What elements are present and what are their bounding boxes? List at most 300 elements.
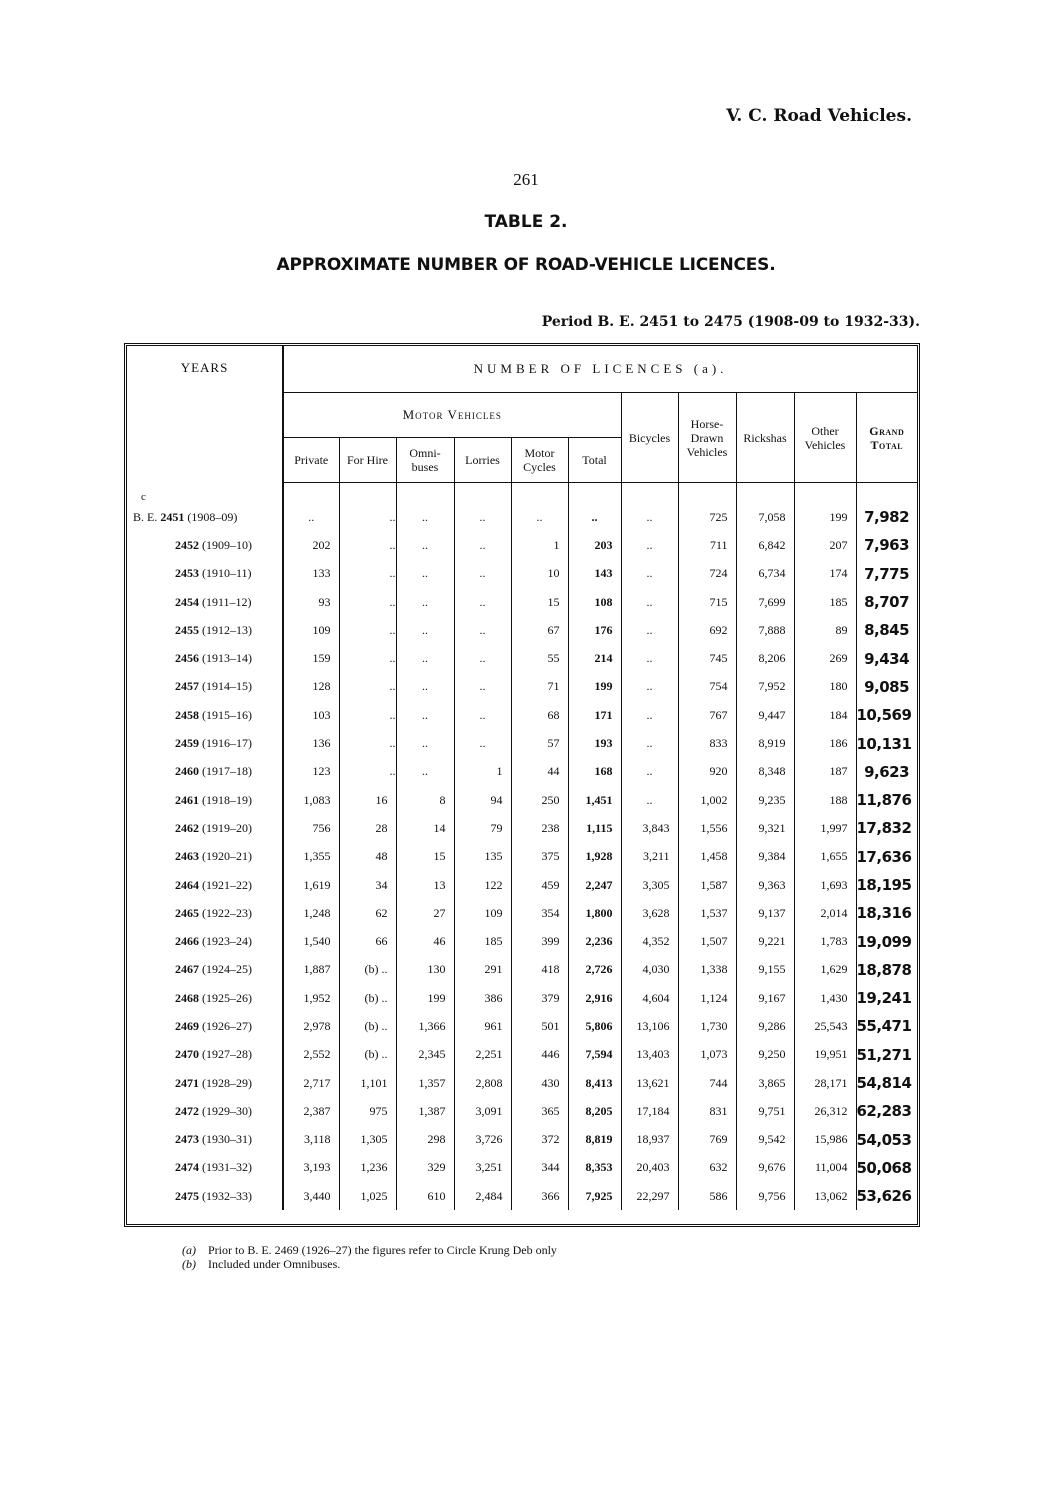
cell-grand-total: 7,963 [856, 531, 917, 559]
cell-omnibuses: 2,345 [396, 1041, 454, 1069]
year-be: 2468 [175, 990, 199, 1005]
cell-omnibuses: 1,387 [396, 1097, 454, 1125]
cell-private: 2,387 [283, 1097, 339, 1125]
table-row [127, 1182, 917, 1210]
cell-private: .. [283, 503, 339, 531]
cell-for-hire: 975 [339, 1097, 396, 1125]
cell-rickshas: 9,447 [736, 701, 794, 729]
cell-horse-drawn: 1,458 [678, 843, 736, 871]
cell-other-vehicles: 25,543 [794, 1012, 856, 1040]
cell-other-vehicles: 186 [794, 729, 856, 757]
motor-vehicles-header: Motor Vehicles [283, 393, 621, 438]
year-be: 2467 [175, 962, 199, 977]
cell-year [127, 786, 283, 814]
cell-total: 203 [568, 531, 621, 559]
cell-motor-cycles: 459 [511, 871, 568, 899]
cell-bicycles: 3,628 [621, 899, 678, 927]
year-be: 2454 [175, 594, 199, 609]
year-be: 2471 [175, 1075, 199, 1090]
cell-grand-total: 55,471 [856, 1012, 917, 1040]
cell-grand-total: 7,982 [856, 503, 917, 531]
cell-lorries: 386 [454, 984, 511, 1012]
col-bicycles: Bicycles [621, 393, 678, 483]
cell-lorries: .. [454, 701, 511, 729]
cell-omnibuses: 15 [396, 843, 454, 871]
cell-rickshas: 8,919 [736, 729, 794, 757]
cell-grand-total: 53,626 [856, 1182, 917, 1210]
cell-private: 159 [283, 644, 339, 672]
cell-rickshas: 9,221 [736, 927, 794, 955]
cell-rickshas: 9,384 [736, 843, 794, 871]
cell-bicycles: .. [621, 644, 678, 672]
cell-other-vehicles: 1,783 [794, 927, 856, 955]
cell-motor-cycles: 10 [511, 560, 568, 588]
cell-year [127, 1012, 283, 1040]
section-header: V. C. Road Vehicles. [726, 106, 912, 126]
cell-total: 1,451 [568, 786, 621, 814]
cell-bicycles: .. [621, 588, 678, 616]
cell-horse-drawn: 831 [678, 1097, 736, 1125]
col-rickshas: Rickshas [736, 393, 794, 483]
cell-year [127, 616, 283, 644]
cell-total: 1,115 [568, 814, 621, 842]
cell-other-vehicles: 180 [794, 673, 856, 701]
cell-horse-drawn: 767 [678, 701, 736, 729]
cell-motor-cycles: 501 [511, 1012, 568, 1040]
cell-horse-drawn: 1,338 [678, 956, 736, 984]
cell-total: 214 [568, 644, 621, 672]
cell-total: 8,413 [568, 1069, 621, 1097]
cell-omnibuses: .. [396, 701, 454, 729]
year-be: 2452 [175, 537, 199, 552]
footnote-mark: (a) [182, 1243, 196, 1257]
cell-rickshas: 7,952 [736, 673, 794, 701]
cell-for-hire: 1,305 [339, 1126, 396, 1154]
table-number: TABLE 2. [484, 212, 568, 232]
cell-horse-drawn: 1,073 [678, 1041, 736, 1069]
table-row [127, 644, 917, 672]
cell-omnibuses: 13 [396, 871, 454, 899]
cell-other-vehicles: 26,312 [794, 1097, 856, 1125]
cell-bicycles: 3,843 [621, 814, 678, 842]
year-period: (1909–10) [202, 537, 252, 552]
cell-for-hire: .. [339, 531, 396, 559]
cell-total: 199 [568, 673, 621, 701]
cell-horse-drawn: 586 [678, 1182, 736, 1210]
cell-omnibuses: .. [396, 588, 454, 616]
year-period: (1929–30) [202, 1103, 252, 1118]
cell-for-hire: .. [339, 560, 396, 588]
cell-horse-drawn: 1,587 [678, 871, 736, 899]
cell-lorries: 2,251 [454, 1041, 511, 1069]
cell-other-vehicles: 19,951 [794, 1041, 856, 1069]
year-period: (1923–24) [202, 934, 252, 949]
cell-rickshas: 7,888 [736, 616, 794, 644]
cell-omnibuses: .. [396, 616, 454, 644]
table-row [127, 1012, 917, 1040]
cell-lorries: .. [454, 673, 511, 701]
year-period: (1913–14) [202, 651, 252, 666]
cell-rickshas: 9,286 [736, 1012, 794, 1040]
cell-bicycles: 18,937 [621, 1126, 678, 1154]
cell-rickshas: 7,058 [736, 503, 794, 531]
cell-lorries: 185 [454, 927, 511, 955]
cell-private: 1,355 [283, 843, 339, 871]
table-row [127, 1154, 917, 1182]
cell-other-vehicles: 184 [794, 701, 856, 729]
cell-omnibuses: .. [396, 758, 454, 786]
cell-horse-drawn: 1,556 [678, 814, 736, 842]
cell-bicycles: 20,403 [621, 1154, 678, 1182]
cell-private: 1,619 [283, 871, 339, 899]
year-be: 2459 [175, 736, 199, 751]
cell-horse-drawn: 725 [678, 503, 736, 531]
table-row [127, 758, 917, 786]
cell-horse-drawn: 920 [678, 758, 736, 786]
year-be: 2472 [175, 1103, 199, 1118]
cell-grand-total: 9,085 [856, 673, 917, 701]
year-period: (1914–15) [202, 679, 252, 694]
table-row [127, 616, 917, 644]
table-row [127, 1097, 917, 1125]
cell-rickshas: 9,751 [736, 1097, 794, 1125]
cell-total: 143 [568, 560, 621, 588]
cell-motor-cycles: 68 [511, 701, 568, 729]
table-row [127, 927, 917, 955]
year-period: (1915–16) [202, 707, 252, 722]
cell-bicycles: 13,106 [621, 1012, 678, 1040]
cell-private: 136 [283, 729, 339, 757]
year-period: (1910–11) [202, 566, 252, 581]
cell-motor-cycles: 67 [511, 616, 568, 644]
cell-other-vehicles: 185 [794, 588, 856, 616]
cell-private: 3,193 [283, 1154, 339, 1182]
stray-mark: c [141, 491, 146, 503]
footnote-mark: (b) [182, 1257, 196, 1271]
footnote-a [182, 1243, 557, 1257]
cell-horse-drawn: 745 [678, 644, 736, 672]
cell-for-hire: 16 [339, 786, 396, 814]
cell-year [127, 899, 283, 927]
cell-omnibuses: 610 [396, 1182, 454, 1210]
cell-bicycles: 4,030 [621, 956, 678, 984]
cell-omnibuses: 14 [396, 814, 454, 842]
cell-motor-cycles: 250 [511, 786, 568, 814]
cell-private: 103 [283, 701, 339, 729]
footnote-b [182, 1257, 557, 1271]
cell-bicycles: 3,305 [621, 871, 678, 899]
cell-private: 109 [283, 616, 339, 644]
cell-private: 93 [283, 588, 339, 616]
cell-other-vehicles: 2,014 [794, 899, 856, 927]
cell-other-vehicles: 1,655 [794, 843, 856, 871]
cell-total: 1,928 [568, 843, 621, 871]
table-row [127, 701, 917, 729]
cell-grand-total: 17,636 [856, 843, 917, 871]
cell-lorries: .. [454, 644, 511, 672]
footnote-text: Included under Omnibuses. [208, 1257, 341, 1271]
cell-lorries: .. [454, 503, 511, 531]
cell-omnibuses: 329 [396, 1154, 454, 1182]
cell-total: 171 [568, 701, 621, 729]
cell-year [127, 1154, 283, 1182]
cell-omnibuses: 298 [396, 1126, 454, 1154]
cell-rickshas: 9,676 [736, 1154, 794, 1182]
cell-motor-cycles: 344 [511, 1154, 568, 1182]
cell-motor-cycles: 446 [511, 1041, 568, 1069]
cell-lorries: .. [454, 616, 511, 644]
table-row [127, 956, 917, 984]
cell-rickshas: 9,235 [736, 786, 794, 814]
cell-private: 1,540 [283, 927, 339, 955]
cell-horse-drawn: 632 [678, 1154, 736, 1182]
cell-grand-total: 54,814 [856, 1069, 917, 1097]
col-motor-cycles: Motor Cycles [511, 438, 568, 483]
year-be: 2474 [175, 1160, 199, 1175]
table-body [127, 503, 917, 1210]
year-period: (1912–13) [202, 622, 252, 637]
cell-for-hire: .. [339, 644, 396, 672]
year-period: (1927–28) [202, 1047, 252, 1062]
table-row [127, 503, 917, 531]
cell-total: 193 [568, 729, 621, 757]
cell-for-hire: 1,236 [339, 1154, 396, 1182]
cell-private: 2,978 [283, 1012, 339, 1040]
cell-for-hire: .. [339, 616, 396, 644]
cell-omnibuses: 130 [396, 956, 454, 984]
table-title: APPROXIMATE NUMBER OF ROAD-VEHICLE LICENCES. [276, 255, 776, 275]
cell-for-hire: (b) .. [339, 1012, 396, 1040]
cell-bicycles: .. [621, 503, 678, 531]
cell-for-hire: (b) .. [339, 984, 396, 1012]
cell-total: 5,806 [568, 1012, 621, 1040]
cell-motor-cycles: .. [511, 503, 568, 531]
cell-horse-drawn: 1,537 [678, 899, 736, 927]
cell-grand-total: 19,099 [856, 927, 917, 955]
cell-bicycles: 3,211 [621, 843, 678, 871]
cell-bicycles: .. [621, 729, 678, 757]
cell-for-hire: .. [339, 729, 396, 757]
year-be: 2464 [175, 877, 199, 892]
cell-for-hire: 28 [339, 814, 396, 842]
cell-horse-drawn: 754 [678, 673, 736, 701]
year-be: 2455 [175, 622, 199, 637]
cell-horse-drawn: 711 [678, 531, 736, 559]
cell-horse-drawn: 1,002 [678, 786, 736, 814]
cell-lorries: .. [454, 588, 511, 616]
cell-bicycles: 13,621 [621, 1069, 678, 1097]
cell-omnibuses: .. [396, 644, 454, 672]
cell-motor-cycles: 71 [511, 673, 568, 701]
cell-grand-total: 9,623 [856, 758, 917, 786]
cell-lorries: 1 [454, 758, 511, 786]
cell-for-hire: 48 [339, 843, 396, 871]
cell-grand-total: 8,845 [856, 616, 917, 644]
cell-for-hire: 1,101 [339, 1069, 396, 1097]
cell-rickshas: 8,206 [736, 644, 794, 672]
cell-horse-drawn: 724 [678, 560, 736, 588]
cell-other-vehicles: 89 [794, 616, 856, 644]
cell-for-hire: (b) .. [339, 1041, 396, 1069]
cell-total: 108 [568, 588, 621, 616]
cell-total: 7,594 [568, 1041, 621, 1069]
cell-motor-cycles: 15 [511, 588, 568, 616]
cell-omnibuses: .. [396, 673, 454, 701]
cell-bicycles: 4,604 [621, 984, 678, 1012]
cell-lorries: 79 [454, 814, 511, 842]
cell-total: 168 [568, 758, 621, 786]
cell-other-vehicles: 1,629 [794, 956, 856, 984]
cell-motor-cycles: 430 [511, 1069, 568, 1097]
cell-private: 3,118 [283, 1126, 339, 1154]
cell-for-hire: .. [339, 758, 396, 786]
cell-other-vehicles: 207 [794, 531, 856, 559]
cell-rickshas: 9,542 [736, 1126, 794, 1154]
table-row [127, 984, 917, 1012]
cell-other-vehicles: 13,062 [794, 1182, 856, 1210]
cell-other-vehicles: 187 [794, 758, 856, 786]
year-be: 2470 [175, 1047, 199, 1062]
cell-year [127, 1097, 283, 1125]
cell-grand-total: 17,832 [856, 814, 917, 842]
cell-bicycles: .. [621, 560, 678, 588]
cell-year [127, 1182, 283, 1210]
cell-bicycles: .. [621, 673, 678, 701]
cell-private: 3,440 [283, 1182, 339, 1210]
cell-rickshas: 6,734 [736, 560, 794, 588]
cell-year [127, 701, 283, 729]
cell-motor-cycles: 354 [511, 899, 568, 927]
cell-other-vehicles: 199 [794, 503, 856, 531]
cell-bicycles: .. [621, 701, 678, 729]
cell-other-vehicles: 188 [794, 786, 856, 814]
cell-total: 2,916 [568, 984, 621, 1012]
cell-omnibuses: .. [396, 560, 454, 588]
col-horse-drawn: Horse- Drawn Vehicles [678, 393, 736, 483]
cell-grand-total: 62,283 [856, 1097, 917, 1125]
cell-lorries: 2,484 [454, 1182, 511, 1210]
cell-grand-total: 9,434 [856, 644, 917, 672]
cell-horse-drawn: 744 [678, 1069, 736, 1097]
cell-private: 123 [283, 758, 339, 786]
cell-grand-total: 51,271 [856, 1041, 917, 1069]
cell-for-hire: .. [339, 701, 396, 729]
cell-total: 1,800 [568, 899, 621, 927]
footnote-text: Prior to B. E. 2469 (1926–27) the figures refer to Circle Krung Deb only [208, 1243, 557, 1257]
cell-omnibuses: 1,366 [396, 1012, 454, 1040]
year-period: (1911–12) [202, 594, 252, 609]
cell-year [127, 1069, 283, 1097]
cell-omnibuses: 1,357 [396, 1069, 454, 1097]
year-be: 2465 [175, 905, 199, 920]
cell-year [127, 814, 283, 842]
cell-omnibuses: .. [396, 503, 454, 531]
cell-year [127, 984, 283, 1012]
cell-motor-cycles: 238 [511, 814, 568, 842]
cell-omnibuses: 27 [396, 899, 454, 927]
year-be: 2466 [175, 934, 199, 949]
cell-rickshas: 6,842 [736, 531, 794, 559]
cell-private: 1,083 [283, 786, 339, 814]
cell-horse-drawn: 1,507 [678, 927, 736, 955]
footnotes [182, 1243, 557, 1271]
cell-other-vehicles: 28,171 [794, 1069, 856, 1097]
cell-motor-cycles: 365 [511, 1097, 568, 1125]
licences-table [127, 346, 917, 1210]
table-row [127, 871, 917, 899]
cell-grand-total: 19,241 [856, 984, 917, 1012]
period-label: Period B. E. 2451 to 2475 (1908-09 to 1932-33). [541, 314, 920, 330]
cell-motor-cycles: 1 [511, 531, 568, 559]
year-be: 2456 [175, 651, 199, 666]
col-lorries: Lorries [454, 438, 511, 483]
cell-bicycles: 22,297 [621, 1182, 678, 1210]
cell-bicycles: 13,403 [621, 1041, 678, 1069]
cell-lorries: 94 [454, 786, 511, 814]
table-row [127, 729, 917, 757]
year-be: 2469 [175, 1018, 199, 1033]
page-number: 261 [513, 170, 539, 189]
cell-horse-drawn: 1,730 [678, 1012, 736, 1040]
cell-rickshas: 9,155 [736, 956, 794, 984]
cell-other-vehicles: 11,004 [794, 1154, 856, 1182]
cell-year [127, 673, 283, 701]
year-be: 2460 [175, 764, 199, 779]
cell-grand-total: 18,195 [856, 871, 917, 899]
cell-bicycles: .. [621, 786, 678, 814]
years-label: YEARS [180, 360, 229, 375]
cell-horse-drawn: 769 [678, 1126, 736, 1154]
table-row [127, 560, 917, 588]
cell-for-hire: .. [339, 503, 396, 531]
cell-bicycles: .. [621, 616, 678, 644]
cell-horse-drawn: 715 [678, 588, 736, 616]
cell-private: 133 [283, 560, 339, 588]
table-row [127, 588, 917, 616]
year-period: (1921–22) [202, 877, 252, 892]
cell-rickshas: 7,699 [736, 588, 794, 616]
col-other-vehicles: Other Vehicles [794, 393, 856, 483]
cell-for-hire: 62 [339, 899, 396, 927]
year-period: (1926–27) [202, 1018, 252, 1033]
table-row [127, 814, 917, 842]
cell-grand-total: 10,131 [856, 729, 917, 757]
cell-private: 1,952 [283, 984, 339, 1012]
table-row [127, 899, 917, 927]
cell-motor-cycles: 55 [511, 644, 568, 672]
number-of-licences-header: NUMBER OF LICENCES (a). [283, 346, 917, 393]
cell-year [127, 644, 283, 672]
year-period: (1917–18) [202, 764, 252, 779]
cell-horse-drawn: 833 [678, 729, 736, 757]
cell-motor-cycles: 372 [511, 1126, 568, 1154]
cell-for-hire: .. [339, 673, 396, 701]
cell-rickshas: 8,348 [736, 758, 794, 786]
cell-grand-total: 18,878 [856, 956, 917, 984]
year-period: (1908–09) [187, 509, 238, 524]
cell-bicycles: 17,184 [621, 1097, 678, 1125]
cell-motor-cycles: 44 [511, 758, 568, 786]
cell-total: 2,236 [568, 927, 621, 955]
cell-for-hire: 66 [339, 927, 396, 955]
cell-total: 8,819 [568, 1126, 621, 1154]
table-row [127, 1069, 917, 1097]
year-prefix: B. E. [133, 509, 161, 524]
cell-lorries: 109 [454, 899, 511, 927]
cell-grand-total: 7,775 [856, 560, 917, 588]
cell-rickshas: 3,865 [736, 1069, 794, 1097]
cell-grand-total: 50,068 [856, 1154, 917, 1182]
